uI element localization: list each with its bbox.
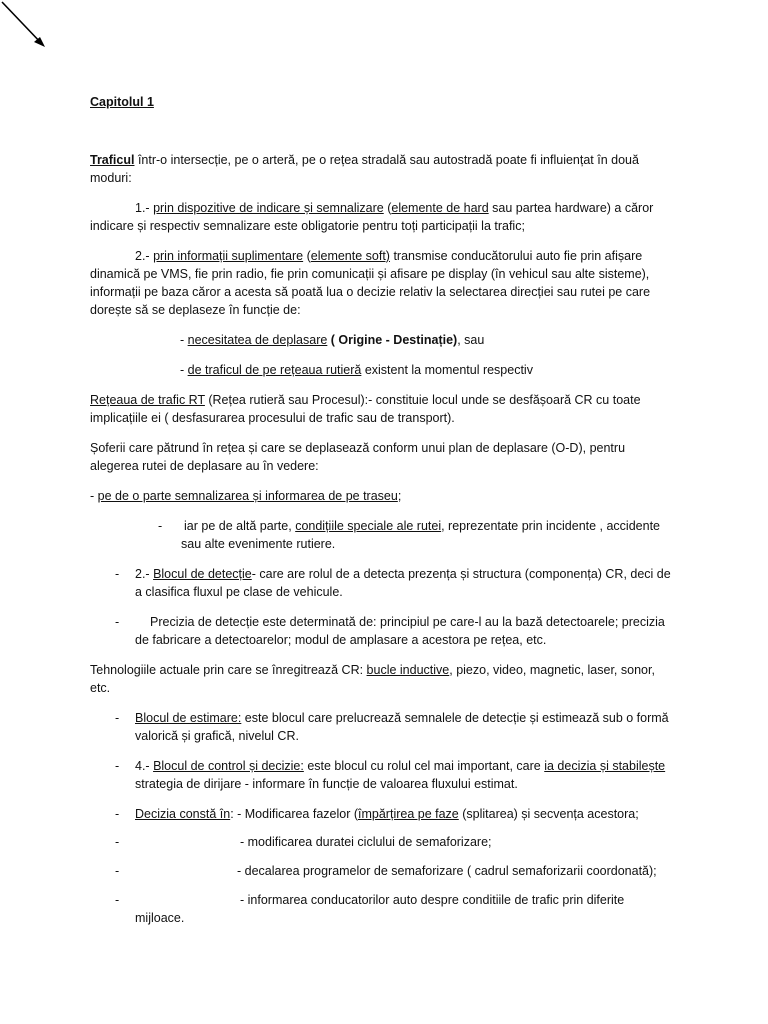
paragraph-line: valorică și grafică, nivelul CR. <box>135 729 299 743</box>
bullet-item: 4.- Blocul de control și decizie: este blocul cu rolul cel mai important, care ia decizia și stabilește <box>135 759 666 773</box>
bullet-item: Blocul de estimare: este blocul care prelucrează semnalele de detecție și estimează sub o formă <box>135 711 669 725</box>
bullet-item: Decizia constă în: - Modificarea fazelor (împărțirea pe faze (splitarea) și secvența acestora; <box>135 807 639 821</box>
arrow-icon <box>0 0 60 60</box>
bullet-dash: - <box>115 807 120 821</box>
bullet-item: Precizia de detecție este determinată de: principiul pe care-l au la bază detectoarele; precizia <box>150 615 665 629</box>
bullet-item: - decalarea programelor de semaforizare ( cadrul semaforizarii coordonată); <box>237 864 657 878</box>
bullet-dash: - <box>115 759 120 773</box>
paragraph-line: Traficul într-o intersecție, pe o arteră, pe o rețea stradală sau autostradă poate fi influiențat în două <box>90 153 639 167</box>
paragraph-line: Șoferii care pătrund în rețea și care se deplasează conform unui plan de deplasare (O-D), pentru <box>90 441 626 455</box>
paragraph-line: sau alte evenimente rutiere. <box>181 537 336 551</box>
paragraph-line: informații pe baza căror a acesta să poată lua o decizie relativ la selectarea direcției sau rutei pe care <box>90 285 651 299</box>
paragraph-line: de fabricare a detectoarelor; modul de amplasare a acestora pe rețea, etc. <box>135 633 547 647</box>
paragraph-line: etc. <box>90 681 111 695</box>
paragraph-line: dorește să se deplaseze în funcție de: <box>90 303 301 317</box>
bullet-item: - modificarea duratei ciclului de semaforizare; <box>240 835 492 849</box>
page-title: Capitolul 1 <box>90 95 154 109</box>
paragraph-line: strategia de dirijare - informare în funcție de valoarea fluxului estimat. <box>135 777 518 791</box>
bullet-dash: - <box>115 615 120 629</box>
bullet-dash: - <box>115 893 120 907</box>
paragraph-line: 2.- prin informații suplimentare (elemente soft) transmise conducătorului auto fie prin afișare <box>135 249 643 263</box>
bullet-dash: - <box>115 835 120 849</box>
paragraph-line: mijloace. <box>135 911 185 925</box>
paragraph-line: - pe de o parte semnalizarea și informarea de pe traseu; <box>90 489 402 503</box>
paragraph-line: Tehnologiile actuale prin care se înregitrează CR: bucle inductive, piezo, video, magnetic, laser, sonor, <box>90 663 655 677</box>
bullet-dash: - <box>115 567 120 581</box>
bullet-dash: - <box>158 519 163 533</box>
bullet-dash: - <box>115 711 120 725</box>
paragraph-line: implicațiile ei ( desfasurarea procesului de trafic sau de transport). <box>90 411 455 425</box>
paragraph-line: moduri: <box>90 171 132 185</box>
bullet-item: 2.- Blocul de detecție- care are rolul de a detecta prezența și structura (componența) CR, deci de <box>135 567 671 581</box>
bullet-item: iar pe de altă parte, condițiile speciale ale rutei, reprezentate prin incidente , accidente <box>184 519 660 533</box>
bullet-item: - necesitatea de deplasare ( Origine - Destinație), sau <box>180 333 485 347</box>
paragraph-line: dinamică pe VMS, fie prin radio, fie prin comunicații și afisare pe display (în vehicul sau alte sisteme), <box>90 267 650 281</box>
bullet-dash: - <box>115 864 120 878</box>
paragraph-line: Rețeaua de trafic RT (Rețea rutieră sau Procesul):- constituie locul unde se desfășoară CR cu toate <box>90 393 641 407</box>
bullet-item: - informarea conducatorilor auto despre conditiile de trafic prin diferite <box>240 893 625 907</box>
paragraph-line: 1.- prin dispozitive de indicare și semnalizare (elemente de hard sau partea hardware) a căror <box>135 201 654 215</box>
bullet-item: - de traficul de pe rețeaua rutieră existent la momentul respectiv <box>180 363 533 377</box>
paragraph-line: indicare și respectiv semnalizare este obligatorie pentru toți participații la trafic; <box>90 219 525 233</box>
paragraph-line: alegerea rutei de deplasare au în vedere: <box>90 459 319 473</box>
paragraph-line: a clasifica fluxul pe clase de vehicule. <box>135 585 343 599</box>
